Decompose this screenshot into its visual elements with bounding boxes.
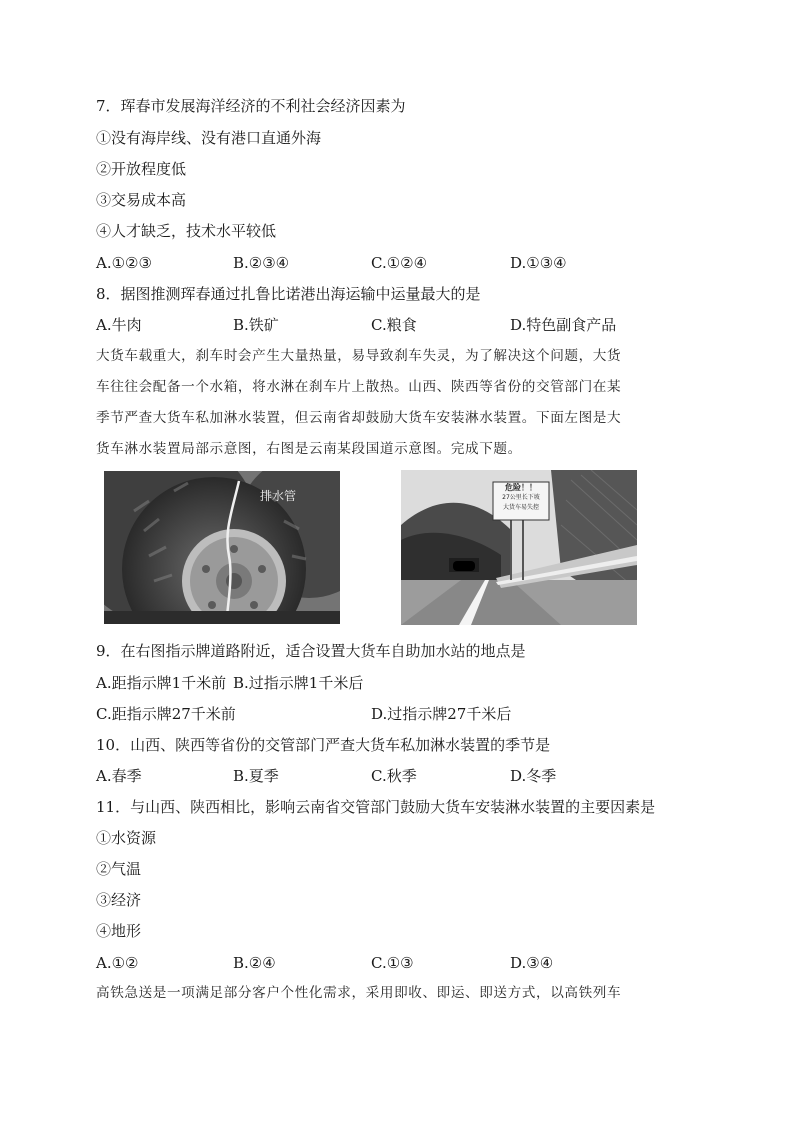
q8-option-d: D.特色副食产品: [510, 316, 617, 334]
q7-stem: 7．珲春市发展海洋经济的不利社会经济因素为: [96, 97, 406, 115]
q10-option-c: C.秋季: [371, 767, 417, 785]
q10-stem: 10．山西、陕西等省份的交管部门严查大货车私加淋水装置的季节是: [96, 736, 551, 754]
q10-option-d: D.冬季: [510, 767, 557, 785]
q11-option-b: B.②④: [233, 954, 276, 972]
q9-option-c: C.距指示牌27千米前: [96, 705, 236, 723]
q8-option-b: B.铁矿: [233, 316, 279, 334]
q9-option-a: A.距指示牌1千米前: [96, 674, 227, 692]
sign-line-downhill: 27公里长下坡: [502, 494, 540, 501]
passage1-line-2: 车往往会配备一个水箱，将水淋在刹车片上散热。山西、陕西等省份的交管部门在某: [96, 379, 622, 395]
q7-option-a: A.①②③: [96, 254, 152, 272]
q10-option-b: B.夏季: [233, 767, 279, 785]
q11-item-3: ③经济: [96, 891, 142, 909]
passage-truck-braking: [96, 341, 700, 465]
q11-option-a: A.①②: [96, 954, 139, 972]
q7-item-3: ③交易成本高: [96, 191, 187, 209]
warning-sign-text: [494, 483, 548, 513]
passage1-line-3: 季节严查大货车私加淋水装置，但云南省却鼓励大货车安装淋水装置。下面左图是大: [96, 410, 622, 426]
q8-option-a: A.牛肉: [96, 316, 142, 334]
q7-option-c: C.①②④: [371, 254, 428, 272]
q7-item-4: ④人才缺乏，技术水平较低: [96, 222, 277, 240]
q11-item-4: ④地形: [96, 922, 142, 940]
sign-line-truck: 大货车易失控: [502, 504, 539, 511]
q11-option-c: C.①③: [371, 954, 414, 972]
passage1-line-1: 大货车载重大，刹车时会产生大量热量，易导致刹车失灵，为了解决这个问题，大货: [96, 348, 622, 364]
drain-pipe-label: 排水管: [260, 489, 297, 503]
q9-option-d: D.过指示牌27千米后: [371, 705, 512, 723]
q11-item-2: ②气温: [96, 860, 142, 878]
q7-item-2: ②开放程度低: [96, 160, 187, 178]
q11-option-d: D.③④: [510, 954, 554, 972]
q7-option-d: D.①③④: [510, 254, 567, 272]
q7-item-1: ①没有海岸线、没有港口直通外海: [96, 129, 322, 147]
photo-yunnan-road-sign: [401, 470, 637, 625]
passage1-line-4: 货车淋水装置局部示意图，右图是云南某段国道示意图。完成下题。: [96, 441, 522, 457]
q9-stem: 9．在右图指示牌道路附近，适合设置大货车自助加水站的地点是: [96, 642, 526, 660]
passage-high-speed-rail: [96, 978, 700, 1009]
q11-stem: 11．与山西、陕西相比，影响云南省交管部门鼓励大货车安装淋水装置的主要因素是: [96, 798, 656, 816]
q11-item-1: ①水资源: [96, 829, 157, 847]
q8-stem: 8．据图推测珲春通过扎鲁比诺港出海运输中运量最大的是: [96, 285, 481, 303]
q8-option-c: C.粮食: [371, 316, 417, 334]
passage2-line-1: 高铁急送是一项满足部分客户个性化需求，采用即收、即运、即送方式，以高铁列车: [96, 985, 622, 1001]
q9-option-b: B.过指示牌1千米后: [233, 674, 364, 692]
q10-option-a: A.春季: [96, 767, 142, 785]
q7-option-b: B.②③④: [233, 254, 290, 272]
sign-line-danger: 危险！！: [505, 483, 537, 492]
photo-truck-wheel-sprinkler: [104, 471, 340, 624]
